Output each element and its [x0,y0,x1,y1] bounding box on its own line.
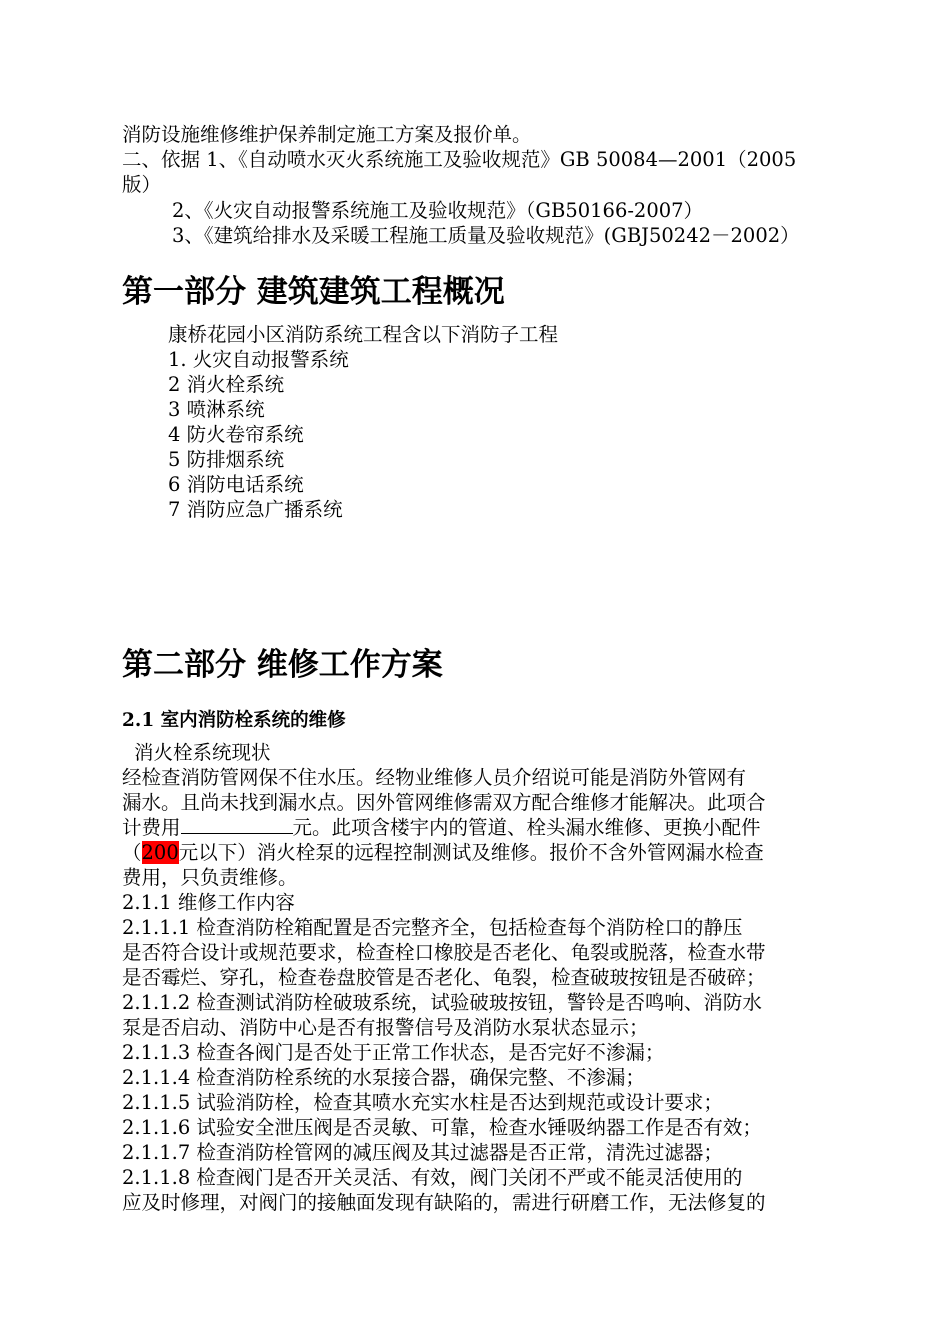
work-line: 2.1.1 维修工作内容 [122,891,295,914]
part2-title: 第二部分 维修工作方案 [122,647,443,683]
section-heading: 2.1 室内消防栓系统的维修 [122,710,346,731]
list-item: 4 防火卷帘系统 [168,423,304,446]
paragraph-line: 费用，只负责维修。 [122,866,298,889]
list-item: 3 喷淋系统 [168,398,265,421]
part1-title: 第一部分 建筑建筑工程概况 [122,274,505,310]
part1-lead: 康桥花园小区消防系统工程含以下消防子工程 [168,323,559,346]
work-line: 2.1.1.2 检查测试消防栓破玻系统，试验破玻按钮，警铃是否鸣响、消防水 [122,991,762,1014]
cost-suffix: 元。此项含楼宇内的管道、栓头漏水维修、更换小配件 [292,816,761,839]
paragraph-line [122,815,761,840]
work-line: 2.1.1.5 试验消防栓，检查其喷水充实水柱是否达到规范或设计要求； [122,1091,723,1114]
cost-label: 计费用 [122,816,181,839]
intro-line-5: 3、《建筑给排水及采暖工程施工质量及验收规范》(GBJ50242－2002） [172,224,800,247]
intro-line-1: 消防设施维修维护保养制定施工方案及报价单。 [122,123,532,146]
work-line: 2.1.1.1 检查消防栓箱配置是否完整齐全，包括检查每个消防栓口的静压 [122,916,743,939]
list-item: 6 消防电话系统 [168,473,304,496]
work-line: 是否符合设计或规范要求，检查栓口橡胶是否老化、龟裂或脱落，检查水带 [122,941,766,964]
intro-line-3: 版） [122,173,162,196]
paren-open: （ [122,841,142,864]
intro-line-2: 二、依据 1、《自动喷水灭火系统施工及验收规范》GB 50084—2001（2005 [122,148,797,171]
list-item: 1. 火灾自动报警系统 [168,348,349,371]
work-line: 应及时修理，对阀门的接触面发现有缺陷的，需进行研磨工作，无法修复的 [122,1191,766,1214]
list-item: 2 消火栓系统 [168,373,285,396]
work-line: 泵是否启动、消防中心是否有报警信号及消防水泵状态显示； [122,1016,649,1039]
paragraph-line [122,840,764,865]
work-line: 是否霉烂、穿孔，检查卷盘胶管是否老化、龟裂，检查破玻按钮是否破碎； [122,966,766,989]
cost-blank [181,815,293,834]
intro-line-4: 2、《火灾自动报警系统施工及验收规范》（GB50166-2007） [172,199,704,222]
paragraph-line: 经检查消防管网保不住水压。经物业维修人员介绍说可能是消防外管网有 [122,766,747,789]
highlight-amount: 200 [141,841,179,864]
work-line: 2.1.1.7 检查消防栓管网的减压阀及其过滤器是否正常，清洗过滤器； [122,1141,723,1164]
status-label: 消火栓系统现状 [134,741,271,764]
paragraph-text: 元以下）消火栓泵的远程控制测试及维修。报价不含外管网漏水检查 [178,841,764,864]
list-item: 5 防排烟系统 [168,448,285,471]
paragraph-line: 漏水。且尚未找到漏水点。因外管网维修需双方配合维修才能解决。此项合 [122,791,766,814]
work-line: 2.1.1.3 检查各阀门是否处于正常工作状态，是否完好不渗漏； [122,1041,665,1064]
list-item: 7 消防应急广播系统 [168,498,343,521]
work-line: 2.1.1.8 检查阀门是否开关灵活、有效，阀门关闭不严或不能灵活使用的 [122,1166,743,1189]
work-line: 2.1.1.6 试验安全泄压阀是否灵敏、可靠，检查水锤吸纳器工作是否有效； [122,1116,762,1139]
work-line: 2.1.1.4 检查消防栓系统的水泵接合器，确保完整、不渗漏； [122,1066,645,1089]
